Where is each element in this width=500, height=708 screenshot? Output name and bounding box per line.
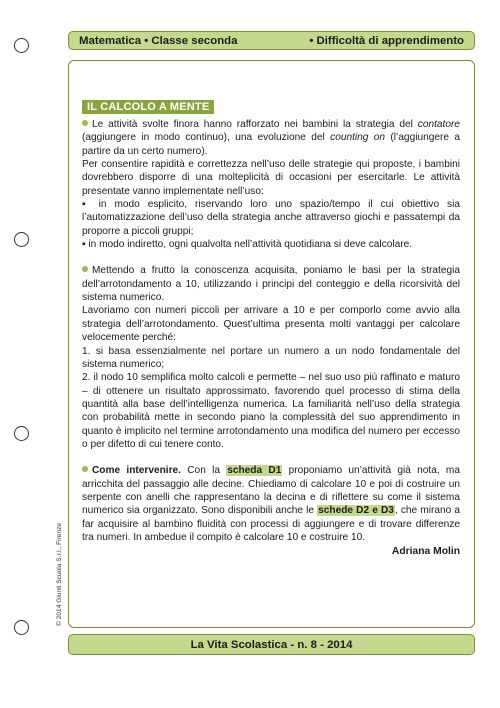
list-item-1: 1. si basa essenzialmente nel portare un numero a un nodo fondamentale del sistema numerico; (82, 345, 460, 370)
footer-publication: La Vita Scolastica - n. 8 - 2014 (190, 638, 353, 651)
binder-hole-2 (14, 232, 29, 247)
section-title: IL CALCOLO A MENTE (82, 100, 214, 114)
worksheet-d2-d3-highlight: schede D2 e D3 (318, 505, 394, 517)
bullet-dot-icon (82, 466, 88, 472)
list-item-2: 2. il nodo 10 semplifica molto calcoli e permette – nel suo uso più raffinato e maturo – di ottenere un risultato approssimato, favorendo quel processo di stima della quantità alla base dell’intelligenza numerica. La familiarità nell’uso della strategia con probabilità mette in secondo piano la complessità del suo apprendimento in quanto è implicito nel termine arrotondamento una modifica del numero per eccesso o per difetto di cui tenere conto. (82, 372, 460, 450)
paragraph-rounding: Mettendo a frutto la conoscenza acquisita, poniamo le basi per la strategia dell’arrotondamento a 10, utilizzando i principi del conteggio e della ricorsività del sistema numerico. (82, 265, 460, 304)
binder-hole-4 (14, 620, 29, 635)
paragraph-intro: Le attività svolte finora hanno rafforzato nei bambini la strategia del contatore (aggiungere in modo continuo), una evoluzione del counting on (l’aggiungere a partire da un certo numero). (82, 119, 460, 157)
bullet-dot-icon (82, 120, 88, 126)
binder-hole-1 (14, 38, 29, 53)
author-signature: Adriana Molin (391, 546, 460, 558)
binder-hole-3 (14, 426, 29, 441)
paragraph-small-numbers: Lavoriamo con numeri piccoli per arrivare a 10 e per comporlo come avvio alla strategia dell’arrotondamento. Quest’ultima presenta molti vantaggi per calcolare velocemente perché: (82, 305, 460, 344)
paragraph-how-to: Come intervenire. Con la scheda D1 proponiamo un’attività già nota, ma arricchita del passaggio alle decine. Chiediamo di calcolare 10 e poi di costruire un serpente con anelli che rappresentano la decina e di riflettere su come il sistema numerico sia organizzato. Sono disponibili anche le schede D2 e D3, che mirano a far acquisire al bambino fluidità con processi di aggiungere e di trovare differenze tra numeri. In ambedue il compito è calcolare 10 e costruire 10. (82, 465, 460, 543)
paragraph-practice: Per consentire rapidità e correttezza nell’uso delle strategie qui proposte, i bambini dovrebbero disporre di una molteplicità di occasioni per esercitarle. Le attività presentate vanno implementate nell’uso: (82, 159, 460, 197)
article-body (82, 100, 460, 559)
header-subject: Matematica • Classe seconda (79, 34, 238, 47)
list-item-explicit: ▪ in modo esplicito, riservando loro uno spazio/tempo il cui obiettivo sia l’automatizzazione dell’uso della strategia anche attraverso giochi e passatempi da proporre a piccoli gruppi; (82, 199, 460, 237)
copyright-note: © 2014 Giunti Scuola S.r.l., Firenze (56, 522, 63, 626)
page-footer (68, 634, 475, 655)
page-header (68, 31, 475, 50)
header-topic: • Difficoltà di apprendimento (309, 34, 464, 47)
worksheet-d1-highlight: scheda D1 (227, 465, 282, 477)
list-item-implicit: ▪ in modo indiretto, ogni qualvolta nell’attività quotidiana si deve calcolare. (82, 239, 413, 251)
bullet-dot-icon (82, 266, 88, 272)
